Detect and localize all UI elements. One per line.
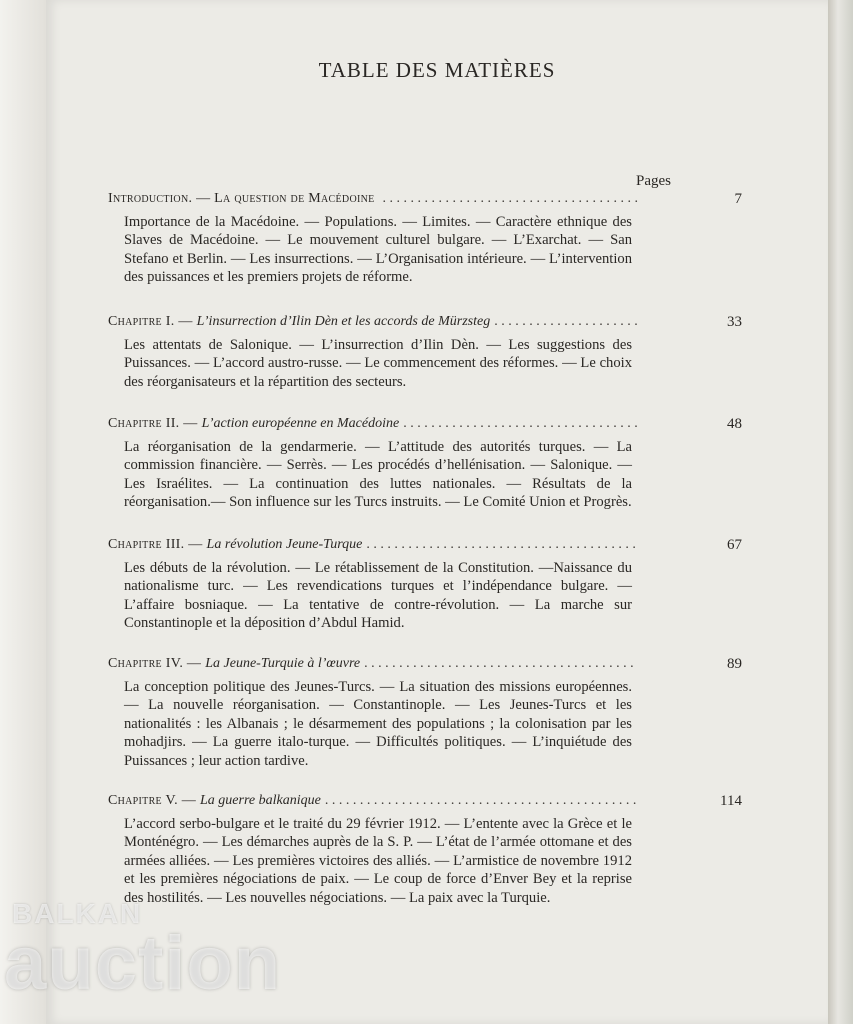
toc-entry-heading — [108, 191, 682, 211]
leader-dots — [364, 656, 638, 672]
watermark-big-text: auction — [4, 921, 282, 1006]
toc-entry-title: La guerre balkanique — [200, 793, 321, 808]
toc-entry-page: 67 — [727, 537, 742, 553]
toc-entry-summary: L’accord serbo-bulgare et le traité du 29 février 1912. — L’entente avec la Grèce et le Monténégro. — Les démarches auprès de la S. P. — L’état de l’armée ottomane et des armées alliées. — Les premières victoires des alliés. — L’armistice de novembre 1912 et les premières négociations de paix. — Le coup de force d’Enver Bey et la reprise des hostilités. — Les nouvelles négociations. — La paix avec la Turquie. — [124, 816, 632, 906]
toc-entry-summary: La conception politique des Jeunes-Turcs. — La situation des missions européennes. — La nouvelle réorganisation. — Constantinople. — Les Jeunes-Turcs et les nationalités : les Albanais ; le désarmement des populations ; la colonisation par les mohadjirs. — La guerre italo-turque. — Difficultés politiques. — L’inquiétude des Puissances ; leur action tardive. — [124, 679, 632, 769]
toc-entry-summary: Importance de la Macédoine. — Populations. — Limites. — Caractère ethnique des Slaves de Macédoine. — Le mouvement culturel bulgare. — L’Exarchat. — San Stefano et Berlin. — Les insurrections. — L’Organisation intérieure. — L’intervention des puissances et les premiers projets de réforme. — [124, 214, 632, 286]
toc-entry-page: 114 — [720, 793, 742, 809]
toc-entry-page: 7 — [734, 191, 742, 207]
pages-column-label: Pages — [636, 173, 671, 189]
toc-entry-title: La révolution Jeune-Turque — [206, 537, 363, 552]
toc-entry-heading — [108, 537, 682, 557]
toc-entry-summary: Les débuts de la révolution. — Le rétablissement de la Constitution. —Naissance du nationalisme turc. — Les revendications turques et l’indépendance bulgare. — L’affaire bosniaque. — La tentative de contre-révolution. — La marche sur Constantinople et la déposition d’Abdul Hamid. — [124, 560, 632, 632]
leader-dots — [494, 314, 638, 330]
book-page — [46, 0, 828, 1024]
toc-entry-chapter-2 — [108, 416, 742, 512]
toc-entry-heading — [108, 416, 682, 436]
toc-entry-page: 89 — [727, 656, 742, 672]
toc-entry-page: 48 — [727, 416, 742, 432]
page-title: TABLE DES MATIÈRES — [318, 58, 556, 82]
leader-dots — [325, 793, 638, 809]
toc-entry-summary: La réorganisation de la gendarmerie. — L’attitude des autorités turques. — La commission financière. — Serrès. — Les procédés d’hellénisation. — Salonique. — Les Israélites. — La continuation des luttes nationales. — Résultats de la réorganisation.— Son influence sur les Turcs instruits. — Le Comité Union et Progrès. — [124, 439, 632, 511]
leader-dots — [366, 537, 638, 553]
toc-entry-chapter-1 — [108, 314, 742, 391]
toc-entry-chapter-3 — [108, 537, 742, 633]
toc-entry-page: 33 — [727, 314, 742, 330]
toc-entry-title: L’insurrection d’Ilin Dèn et les accords de Mürzsteg — [196, 314, 491, 329]
toc-entry-lead: Chapitre IV. — — [108, 656, 202, 671]
toc-entry-title: L’action européenne en Macédoine — [201, 416, 400, 431]
left-page-edge — [0, 0, 46, 1024]
toc-entry-introduction — [108, 191, 742, 287]
toc-entry-summary: Les attentats de Salonique. — L’insurrection d’Ilin Dèn. — Les suggestions des Puissances. — L’accord austro-russe. — Le commencement des réformes. — Le choix des réorganisateurs et la répartition des secteurs. — [124, 337, 632, 390]
toc-entry-lead: Chapitre V. — — [108, 793, 197, 808]
toc-entry-chapter-5 — [108, 793, 742, 907]
toc-entry-chapter-4 — [108, 656, 742, 770]
toc-entry-title: La Jeune-Turquie à l’œuvre — [205, 656, 361, 671]
leader-dots — [383, 191, 638, 207]
toc-entry-lead: Chapitre II. — — [108, 416, 198, 431]
toc-entry-lead: Introduction. — La question de Macédoine — [108, 191, 375, 206]
right-page-edge — [828, 0, 853, 1024]
toc-entry-heading — [108, 656, 682, 676]
toc-entry-lead: Chapitre III. — — [108, 537, 203, 552]
toc-entry-lead: Chapitre I. — — [108, 314, 193, 329]
leader-dots — [403, 416, 638, 432]
watermark-small-text: BALKAN — [12, 898, 143, 929]
toc-entry-heading — [108, 793, 682, 813]
toc-entry-heading — [108, 314, 682, 334]
